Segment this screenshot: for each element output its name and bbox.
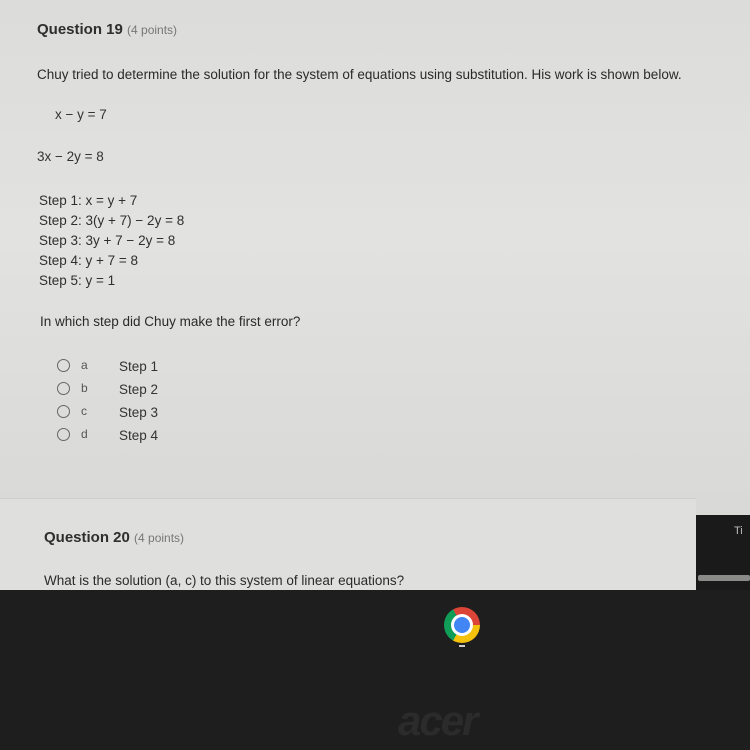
question-points: (4 points) — [134, 531, 185, 545]
chrome-icon[interactable] — [444, 607, 480, 643]
option-label: Step 1 — [119, 359, 159, 374]
question-prompt: What is the solution (a, c) to this system of linear equations? — [44, 573, 405, 588]
active-indicator — [459, 645, 465, 647]
option-c[interactable] — [57, 404, 257, 427]
option-label: Step 4 — [119, 428, 159, 443]
equation-1: x − y = 7 — [55, 107, 107, 122]
question-20-panel — [0, 498, 696, 590]
option-letter: a — [81, 358, 88, 372]
work-steps — [39, 191, 184, 291]
question-points: (4 points) — [127, 23, 178, 37]
option-b[interactable] — [57, 381, 257, 404]
radio-button-icon[interactable] — [57, 428, 70, 441]
question-number: Question 20 — [44, 529, 130, 546]
option-letter: d — [81, 427, 88, 441]
option-a[interactable] — [57, 358, 257, 381]
question-prompt: Chuy tried to determine the solution for the system of equations using substitution. His work is shown below. — [37, 67, 682, 82]
option-d[interactable] — [57, 427, 257, 450]
step-line: Step 4: y + 7 = 8 — [39, 253, 139, 268]
laptop-bezel — [0, 590, 750, 750]
step-line: Step 3: 3y + 7 − 2y = 8 — [39, 233, 176, 248]
question-number: Question 19 — [37, 21, 123, 38]
radio-button-icon[interactable] — [57, 405, 70, 418]
brand-logo: acer — [398, 697, 477, 744]
side-timer-panel — [696, 515, 750, 590]
question-20-title — [44, 529, 184, 546]
step-line: Step 1: x = y + 7 — [39, 193, 138, 208]
option-label: Step 2 — [119, 382, 159, 397]
option-letter: c — [81, 404, 87, 418]
timer-tab-label[interactable]: Ti — [734, 525, 743, 537]
question-text: In which step did Chuy make the first error? — [40, 314, 301, 329]
radio-button-icon[interactable] — [57, 359, 70, 372]
scroll-bar[interactable] — [698, 575, 750, 581]
radio-button-icon[interactable] — [57, 382, 70, 395]
option-letter: b — [81, 381, 88, 395]
step-line: Step 5: y = 1 — [39, 273, 116, 288]
equation-2: 3x − 2y = 8 — [37, 149, 104, 164]
option-label: Step 3 — [119, 405, 159, 420]
step-line: Step 2: 3(y + 7) − 2y = 8 — [39, 213, 185, 228]
answer-options — [57, 358, 257, 450]
question-19-title — [37, 21, 177, 38]
